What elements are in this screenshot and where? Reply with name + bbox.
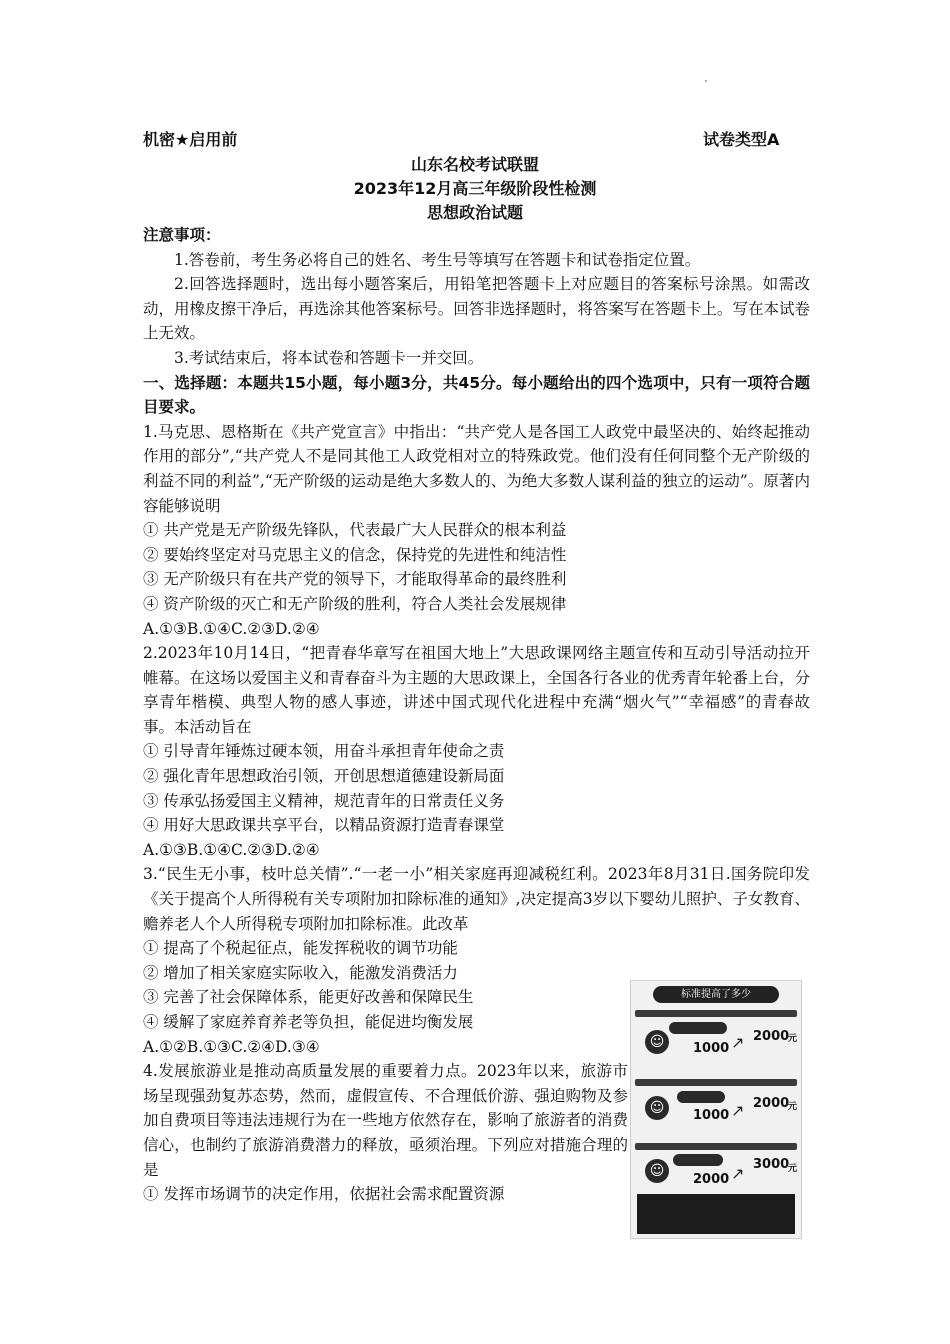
figure-value-from: 1000: [693, 1108, 730, 1123]
statement: ① 共产党是无产阶级先锋队，代表最广大人民群众的根本利益: [143, 521, 567, 540]
answer-options: A.①②B.①③C.②④D.③④: [143, 1037, 320, 1056]
answer-options: A.①③B.①④C.②③D.②④: [143, 840, 320, 859]
statement: ② 强化青年思想政治引领，开创思想道德建设新局面: [143, 767, 505, 786]
figure-value-from: 2000: [693, 1172, 730, 1187]
statement: ③ 完善了社会保障体系，能更好改善和保障民生: [143, 988, 474, 1007]
exam-title: 2023年12月高三年级阶段性检测: [353, 179, 597, 198]
statement: ④ 用好大思政课共享平台，以精品资源打造青春课堂: [143, 816, 505, 835]
alliance-title: 山东名校考试联盟: [410, 155, 539, 174]
figure-label-pill: [669, 1022, 727, 1034]
elderly-icon: ☺: [645, 1159, 669, 1183]
figure-title: 标准提高了多少: [653, 986, 779, 1003]
increase-arrow-icon: ↗: [731, 1164, 745, 1183]
figure-value-to: 2000: [753, 1029, 790, 1044]
figure-unit: 元: [788, 1164, 798, 1174]
question-stem: 2.2023年10月14日，“把青春华章写在祖国大地上”大思政课网络主题宣传和互动引导活动拉开帷幕。在这场以爱国主义和青春奋斗为主题的大思政课上，全国各行各业的优秀青年轮番上台，分享青年楷模、典型人物的感人事迹，讲述中国式现代化进程中充满“烟火气”“幸福感”的青春故事。本活动旨在: [143, 644, 810, 736]
paper-type-label: 试卷类型A: [703, 130, 780, 149]
figure-band: [635, 1079, 797, 1086]
statement: ④ 资产阶级的灭亡和无产阶级的胜利，符合人类社会发展规律: [143, 594, 567, 613]
figure-value-to: 3000: [753, 1157, 790, 1172]
figure-band: [635, 1143, 797, 1150]
figure-footnote-block: [637, 1194, 795, 1234]
student-icon: ☺: [645, 1096, 669, 1120]
statement: ④ 缓解了家庭养育养老等负担，能促进均衡发展: [143, 1013, 474, 1031]
answer-options: A.①③B.①④C.②③D.②④: [143, 619, 320, 638]
statement: ① 提高了个税起征点，能发挥税收的调节功能: [143, 939, 458, 958]
exam-titles: [0, 153, 950, 225]
notice-item: 2.回答选择题时，选出每小题答案后，用铅笔把答题卡上对应题目的答案标号涂黑。如需改动，用橡皮擦干净后，再选涂其他答案标号。回答非选择题时，将答案写在答题卡上。写在本试卷上无效。: [143, 275, 810, 343]
tax-deduction-figure: [630, 980, 802, 1239]
infant-icon: ☺: [645, 1030, 669, 1054]
question-stem: 4.发展旅游业是推动高质量发展的重要着力点。2023年以来，旅游市场呈现强劲复苏态势，然而，虚假宣传、不合理低价游、强迫购物及参加自费项目等违法违规行为在一些地方依然存在，影响了旅游者的消费信心，也制约了旅游消费潜力的释放，亟须治理。下列应对措施合理的是: [143, 1062, 628, 1179]
subject-title: 思想政治试题: [426, 203, 523, 222]
statement: ① 发挥市场调节的决定作用，依据社会需求配置资源: [143, 1185, 505, 1204]
statement: ② 增加了相关家庭实际收入，能激发消费活力: [143, 963, 458, 982]
statement: ① 引导青年锤炼过硬本领，用奋斗承担青年使命之责: [143, 742, 505, 761]
statement: ③ 传承弘扬爱国主义精神，规范青年的日常责任义务: [143, 791, 505, 810]
section-title: 一、选择题：本题共15小题，每小题3分，共45分。每小题给出的四个选项中，只有一项符合题目要求。: [143, 373, 810, 417]
confidential-label: 机密★启用前: [143, 130, 238, 149]
scan-speck: [705, 80, 707, 82]
question-stem: 1.马克思、恩格斯在《共产党宣言》中指出：“共产党人是各国工人政党中最坚决的、始终起推动作用的部分”,“共产党人不是同其他工人政党相对立的特殊政党。他们没有任何同整个无产阶级的利益不同的利益”,“无产阶级的运动是绝大多数人的、为绝大多数人谋利益的独立的运动”。原著内容能够说明: [143, 422, 810, 515]
notice-heading: 注意事项：: [143, 226, 221, 244]
notice-item: 3.考试结束后，将本试卷和答题卡一并交回。: [174, 348, 484, 367]
figure-value-to: 2000: [753, 1096, 790, 1111]
increase-arrow-icon: ↗: [731, 1101, 745, 1120]
question-stem: 3.“民生无小事，枝叶总关情”.“一老一小”相关家庭再迎减税红利。2023年8月31日.国务院印发《关于提高个人所得税有关专项附加扣除标准的通知》,决定提高3岁以下婴幼儿照护、子女教育、赡养老人个人所得税专项附加扣除标准。此改革: [143, 865, 810, 933]
figure-label-pill: [677, 1091, 725, 1103]
figure-unit: 元: [788, 1102, 798, 1112]
notice-item: 1.答卷前，考生务必将自己的姓名、考生号等填写在答题卡和试卷指定位置。: [174, 250, 701, 269]
increase-arrow-icon: ↗: [731, 1033, 745, 1052]
statement: ② 要始终坚定对马克思主义的信念，保持党的先进性和纯洁性: [143, 545, 567, 564]
figure-value-from: 1000: [693, 1041, 730, 1056]
figure-unit: 元: [788, 1034, 798, 1044]
figure-label-pill: [673, 1154, 723, 1166]
figure-band: [635, 1010, 797, 1017]
statement: ③ 无产阶级只有在共产党的领导下，才能取得革命的最终胜利: [143, 570, 567, 589]
